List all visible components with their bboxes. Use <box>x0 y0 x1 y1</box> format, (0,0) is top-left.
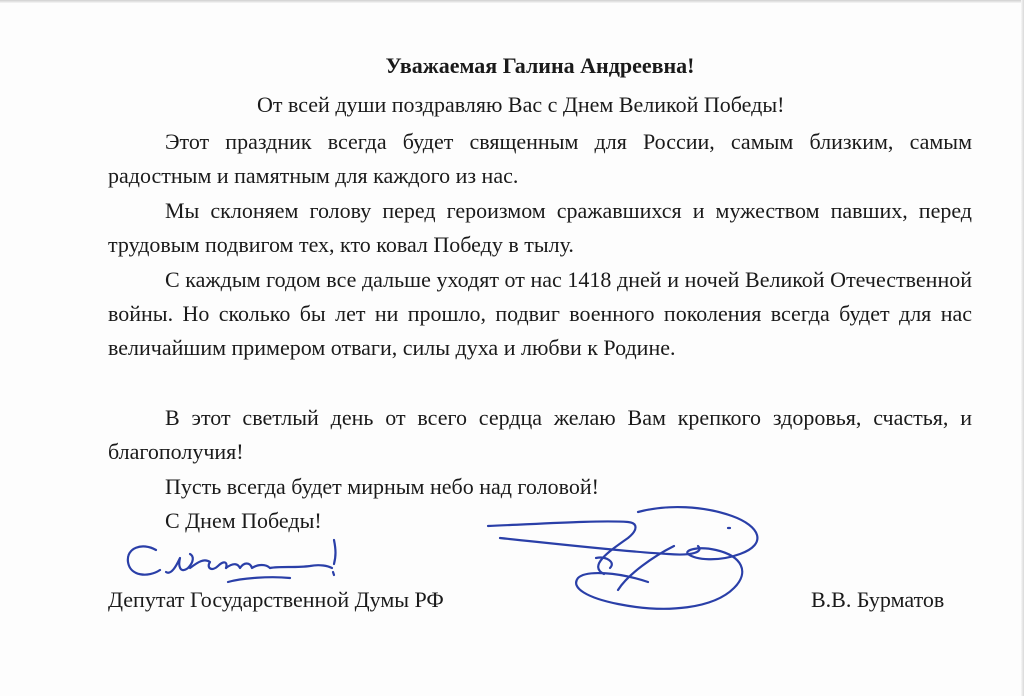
signer-name: В.В. Бурматов <box>811 587 945 612</box>
paragraph-wishes: В этот светлый день от всего сердца желаю Вам крепкого здоровья, счастья, и благополучия! <box>108 405 972 464</box>
paragraph-peaceful-sky: Пусть всегда будет мирным небо над головой! <box>165 474 599 499</box>
scan-edge-top <box>0 0 1024 3</box>
salutation: Уважаемая Галина Андреевна! <box>385 53 695 78</box>
paragraph-greeting: От всей души поздравляю Вас с Днем Великой Победы! <box>257 92 785 117</box>
paragraph-victory-day: С Днем Победы! <box>165 508 322 533</box>
paragraph-holiday: Этот праздник всегда будет священным для России, самым близким, самым радостным и памятным для каждого из нас. <box>108 129 972 188</box>
signer-title: Депутат Государственной Думы РФ <box>108 587 444 612</box>
paragraph-war-memory: С каждым годом все дальше уходят от нас 1418 дней и ночей Великой Отечественной войны. Но сколько бы лет ни прошло, подвиг военного поколения всегда будет для нас величайшим примером отваги, силы духа и любви к Родине. <box>108 267 972 360</box>
signature-image <box>478 498 798 628</box>
paragraph-heroism: Мы склоняем голову перед героизмом сражавшихся и мужеством павших, перед трудовым подвигом тех, кто ковал Победу в тылу. <box>108 198 972 257</box>
